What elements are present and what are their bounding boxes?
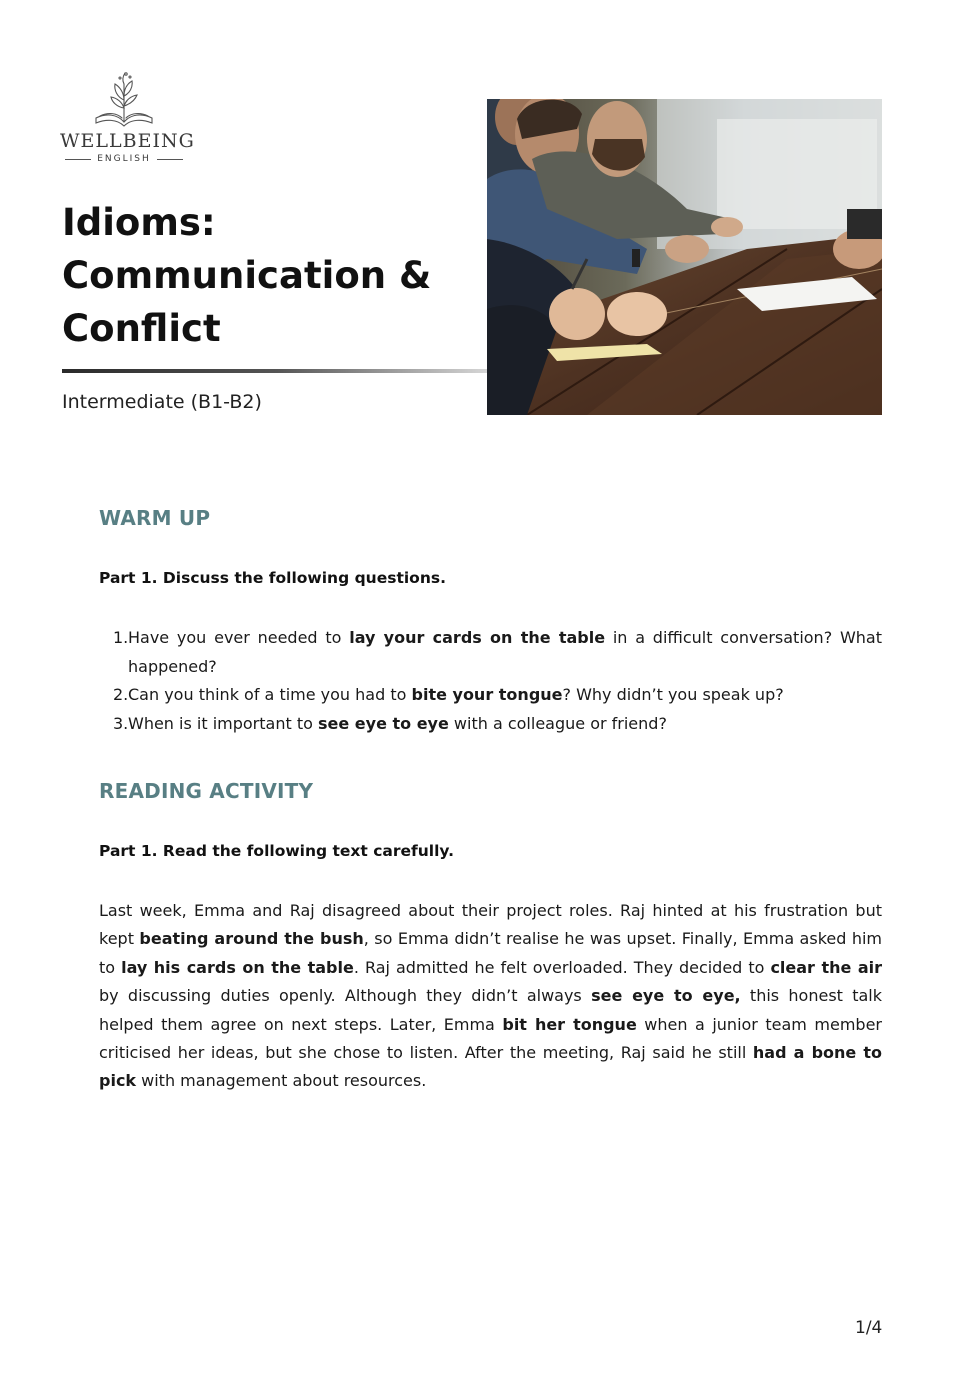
question-idiom: bite your tongue: [411, 685, 563, 704]
passage-idiom: see eye to eye,: [591, 986, 741, 1006]
header-photo: [487, 99, 882, 415]
wellbeing-english-logo: [60, 70, 195, 164]
photo-people-at-table-illustration: [487, 99, 882, 415]
passage-text: this honest talk helped them agree on next steps. Later, Emma: [99, 986, 883, 1034]
level-label: Intermediate (B1-B2): [62, 391, 262, 413]
question-text: in a difficult conversation? What happened?: [128, 628, 882, 676]
passage-text: . Raj admitted he felt overloaded. They decided to: [353, 957, 771, 977]
question-text: Can you think of a time you had to: [128, 685, 412, 704]
logo-rule-left: [65, 159, 91, 160]
warm-up-part-label: Part 1. Discuss the following questions.: [99, 569, 446, 587]
question-item: [99, 624, 882, 681]
title-line-1: Idioms:: [62, 201, 216, 244]
question-number: 2.: [113, 685, 129, 704]
page-title: [62, 196, 482, 355]
passage-text: with management about resources.: [136, 1071, 427, 1091]
warm-up-heading: WARM UP: [99, 506, 211, 530]
passage-text: when a junior team member criticised her ideas, but she chose to listen. After the meeting, Raj said he still: [99, 1014, 882, 1063]
question-number: 1.: [113, 628, 129, 647]
title-divider: [62, 369, 492, 373]
passage-text: Last week, Emma and Raj disagreed about their project roles. Raj hinted at his frustration but kept: [99, 901, 882, 949]
open-book-with-plant-icon: [84, 70, 164, 128]
question-text: ? Why didn’t you speak up?: [562, 685, 784, 704]
passage-text: , so Emma didn’t realise he was upset. Finally, Emma asked him to: [99, 929, 882, 977]
passage-idiom: bit her tongue: [502, 1014, 637, 1034]
page-number: 1/4: [855, 1318, 883, 1338]
passage-idiom: clear the air: [770, 957, 883, 977]
logo-rule-right: [157, 159, 183, 160]
question-item: [99, 681, 882, 710]
passage-idiom: beating around the bush: [139, 929, 364, 949]
passage-idiom: had a bone to pick: [99, 1043, 882, 1091]
question-text: with a colleague or friend?: [448, 713, 667, 733]
reading-passage: [99, 897, 882, 1096]
reading-activity-heading: READING ACTIVITY: [99, 779, 314, 803]
logo-subtitle-text: ENGLISH: [97, 154, 151, 164]
title-line-3: Conflict: [62, 307, 221, 350]
question-idiom: see eye to eye: [317, 713, 449, 733]
warm-up-questions: [99, 624, 882, 738]
passage-idiom: lay his cards on the table: [121, 957, 354, 977]
title-line-2: Communication &: [62, 254, 432, 297]
logo-subtitle: [60, 154, 188, 164]
question-idiom: lay your cards on the table: [349, 628, 606, 647]
reading-part-label: Part 1. Read the following text carefully.: [99, 842, 455, 860]
question-text: Have you ever needed to: [128, 628, 350, 647]
logo-wordmark: WELLBEING: [60, 130, 195, 152]
passage-text: by discussing duties openly. Although they didn’t always: [99, 986, 592, 1006]
question-number: 3.: [113, 713, 129, 733]
question-item: [99, 710, 882, 739]
question-text: When is it important to: [128, 713, 318, 733]
